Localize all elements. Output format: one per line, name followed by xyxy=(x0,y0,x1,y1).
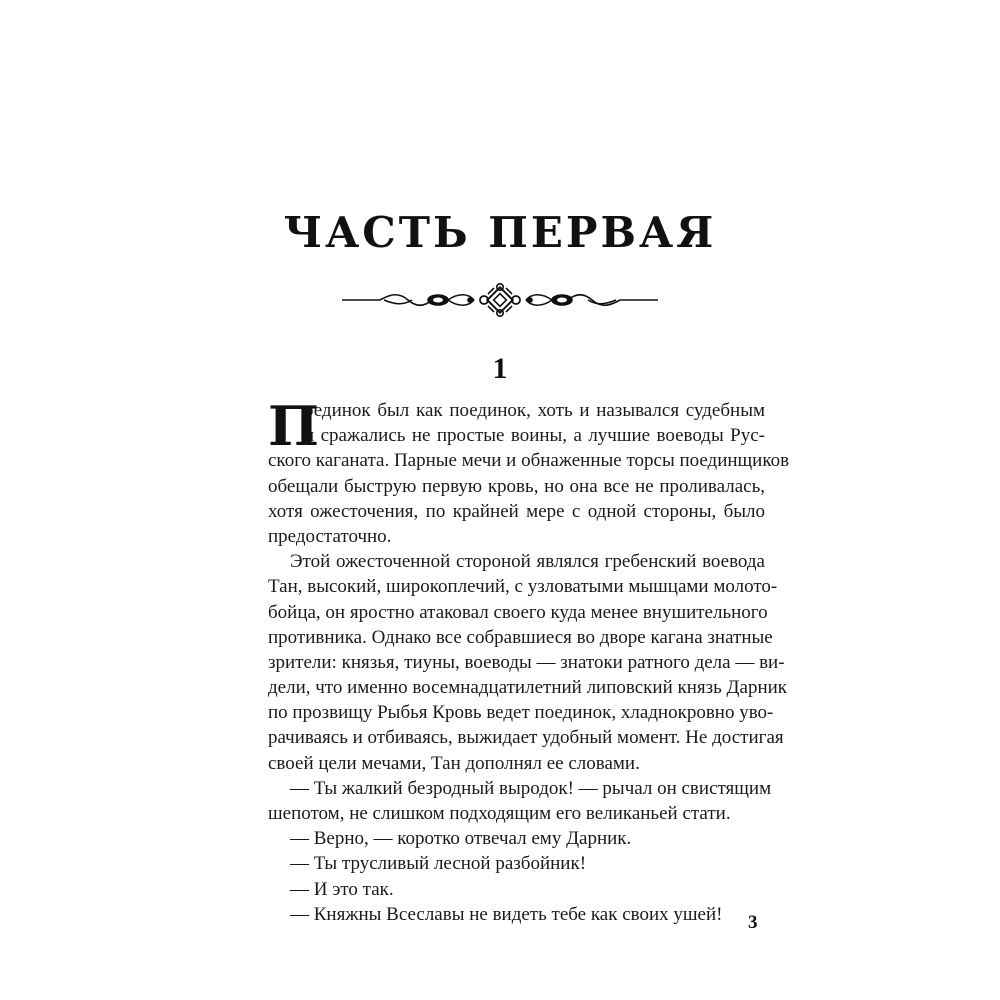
text-line: предостаточно. xyxy=(268,525,392,547)
text-line: — Княжны Всеславы не видеть тебе как своих ушей! xyxy=(290,903,723,925)
text-line: оединок был как поединок, хоть и назывался судебным xyxy=(304,400,765,421)
text-line: противника. Однако все собравшиеся во дворе кагана знатные xyxy=(268,626,773,648)
text-line: дели, что именно восемнадцатилетний липовский князь Дарник xyxy=(268,677,788,699)
first-paragraph xyxy=(268,394,790,549)
text-line: своей цели мечами, Тан дополнял ее словами. xyxy=(268,752,640,774)
text-line: Этой ожесточенной стороной являлся гребенский воевода xyxy=(290,551,765,573)
text-line: зрители: князья, тиуны, воеводы — знатоки ратного дела — ви- xyxy=(268,651,785,673)
text-line: ского каганата. Парные мечи и обнаженные торсы поединщиков xyxy=(268,450,790,472)
text-line: — Ты жалкий безродный выродок! — рычал он свистящим xyxy=(290,777,772,799)
text-line: обещали быструю первую кровь, но она все не проливалась, xyxy=(268,475,765,497)
part-title: ЧАСТЬ ПЕРВАЯ xyxy=(283,208,717,257)
text-line: шепотом, не слишком подходящим его великаньей стати. xyxy=(268,803,731,824)
text-line: и сражались не простые воины, а лучшие воеводы Рус- xyxy=(304,425,765,447)
text-line: — Ты трусливый лесной разбойник! xyxy=(290,853,587,875)
text-line: — Верно, — коротко отвечал ему Дарник. xyxy=(290,828,632,850)
text-line: бойца, он яростно атаковал своего куда менее внушительного xyxy=(268,601,768,623)
page-number: 3 xyxy=(748,912,758,933)
text-line: хотя ожесточения, по крайней мере с одной стороны, было xyxy=(268,500,765,522)
knot-ornament-divider-icon xyxy=(340,283,660,317)
text-line: — И это так. xyxy=(290,878,394,900)
chapter-number: 1 xyxy=(492,352,508,385)
drop-cap: П xyxy=(268,394,319,458)
text-line: по прозвищу Рыбья Кровь ведет поединок, хладнокровно уво- xyxy=(268,702,774,724)
text-line: Тан, высокий, широкоплечий, с узловатыми мышцами молото- xyxy=(268,576,778,598)
text-line: рачиваясь и отбиваясь, выжидает удобный момент. Не достигая xyxy=(268,727,784,749)
chapter-text xyxy=(268,394,790,927)
